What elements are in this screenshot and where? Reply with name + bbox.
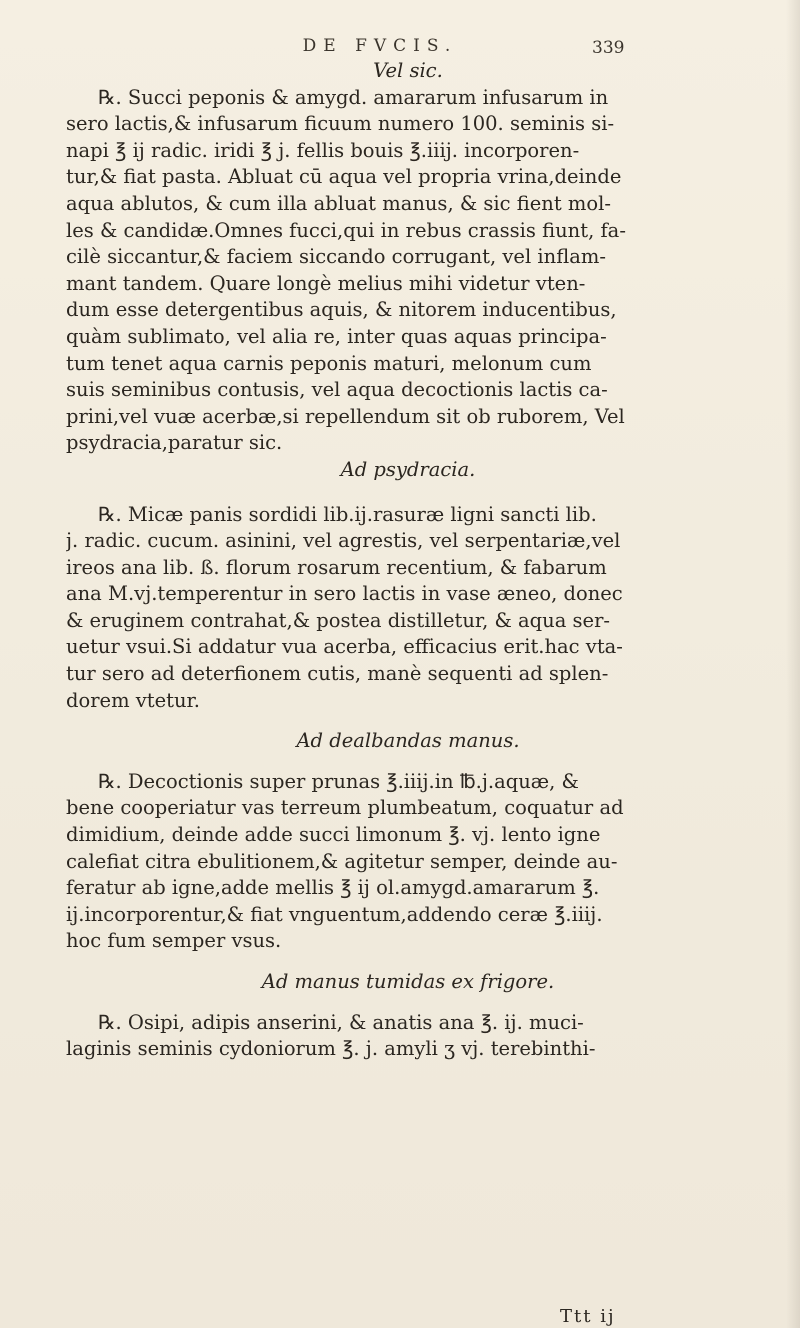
page-number: 339 — [592, 38, 625, 58]
text-line: aqua ablutos, & cum illa abluat manus, & sic fient mol- — [66, 191, 611, 215]
text-line: les & candidæ.Omnes fucci,qui in rebus crassis fiunt, fa- — [66, 218, 626, 242]
text-line: laginis seminis cydoniorum ℥. j. amyli ʒ vj. terebinthi- — [66, 1037, 596, 1061]
text-line: ℞. Decoctionis super prunas ℥.iiij.in ℔.j.aquæ, & — [98, 769, 579, 793]
text-line: calefiat citra ebulitionem,& agitetur semper, deinde au- — [66, 849, 618, 873]
subheading-ad-manus-tumidas: Ad manus tumidas ex frigore. — [261, 970, 555, 993]
text-line: & eruginem contrahat,& postea distilletur, & aqua ser- — [66, 608, 610, 632]
text-line: dorem vtetur. — [66, 688, 200, 712]
page-edge-shadow — [786, 0, 800, 1328]
text-line: napi ℥ ij radic. iridi ℥ j. fellis bouis ℥.iiij. incorporen- — [66, 138, 580, 162]
text-line: hoc fum semper vsus. — [66, 929, 282, 953]
subheading-ad-dealbandas-manus: Ad dealbandas manus. — [296, 729, 520, 753]
text-line: suis seminibus contusis, vel aqua decoctionis lactis ca- — [66, 378, 608, 402]
text-line: ℞. Micæ panis sordidi lib.ij.rasuræ ligni sancti lib. — [98, 502, 597, 526]
text-line: ij.incorporentur,& fiat vnguentum,addendo ceræ ℥.iiij. — [66, 902, 603, 926]
text-line: dum esse detergentibus aquis, & nitorem inducentibus, — [66, 298, 617, 322]
text-line: ana M.vj.temperentur in sero lactis in vase æneo, donec — [66, 582, 623, 606]
text-line: ℞. Osipi, adipis anserini, & anatis ana ℥. ij. muci- — [98, 1010, 584, 1034]
text-line: mant tandem. Quare longè melius mihi videtur vten- — [66, 271, 586, 295]
text-line: sero lactis,& infusarum ficuum numero 100. seminis si- — [66, 112, 615, 136]
text-line: tum tenet aqua carnis peponis maturi, melonum cum — [66, 351, 592, 375]
signature-mark: Ttt ij — [560, 1306, 616, 1327]
text-line: quàm sublimato, vel alia re, inter quas aquas principa- — [66, 324, 607, 348]
text-line: cilè siccantur,& faciem siccando corrugant, vel inflam- — [66, 245, 606, 269]
text-line: psydracia,paratur sic. — [66, 431, 283, 455]
text-line: uetur vsui.Si addatur vua acerba, efficacius erit.hac vta- — [66, 635, 623, 659]
subheading-vel-sic: Vel sic. — [373, 59, 443, 82]
text-line: ℞. Succi peponis & amygd. amararum infusarum in — [98, 85, 609, 109]
text-line: feratur ab igne,adde mellis ℥ ij ol.amygd.amararum ℥. — [66, 876, 600, 900]
text-line: tur sero ad deterfionem cutis, manè sequenti ad splen- — [66, 662, 609, 686]
body-text — [66, 58, 750, 1063]
subheading-ad-psydracia: Ad psydracia. — [340, 457, 476, 481]
text-line: prini,vel vuæ acerbæ,si repellendum sit ob ruborem, Vel — [66, 404, 625, 428]
text-line: j. radic. cucum. asinini, vel agrestis, vel serpentariæ,vel — [66, 529, 621, 553]
text-line: tur,& fiat pasta. Abluat cū aqua vel propria vrina,deinde — [66, 165, 622, 189]
text-line: ireos ana lib. ß. florum rosarum recentium, & fabarum — [66, 555, 607, 579]
text-line: dimidium, deinde adde succi limonum ℥. vj. lento igne — [66, 823, 601, 847]
running-head: DE FVCIS. — [302, 36, 458, 56]
text-line: bene cooperiatur vas terreum plumbeatum, coquatur ad — [66, 796, 624, 820]
